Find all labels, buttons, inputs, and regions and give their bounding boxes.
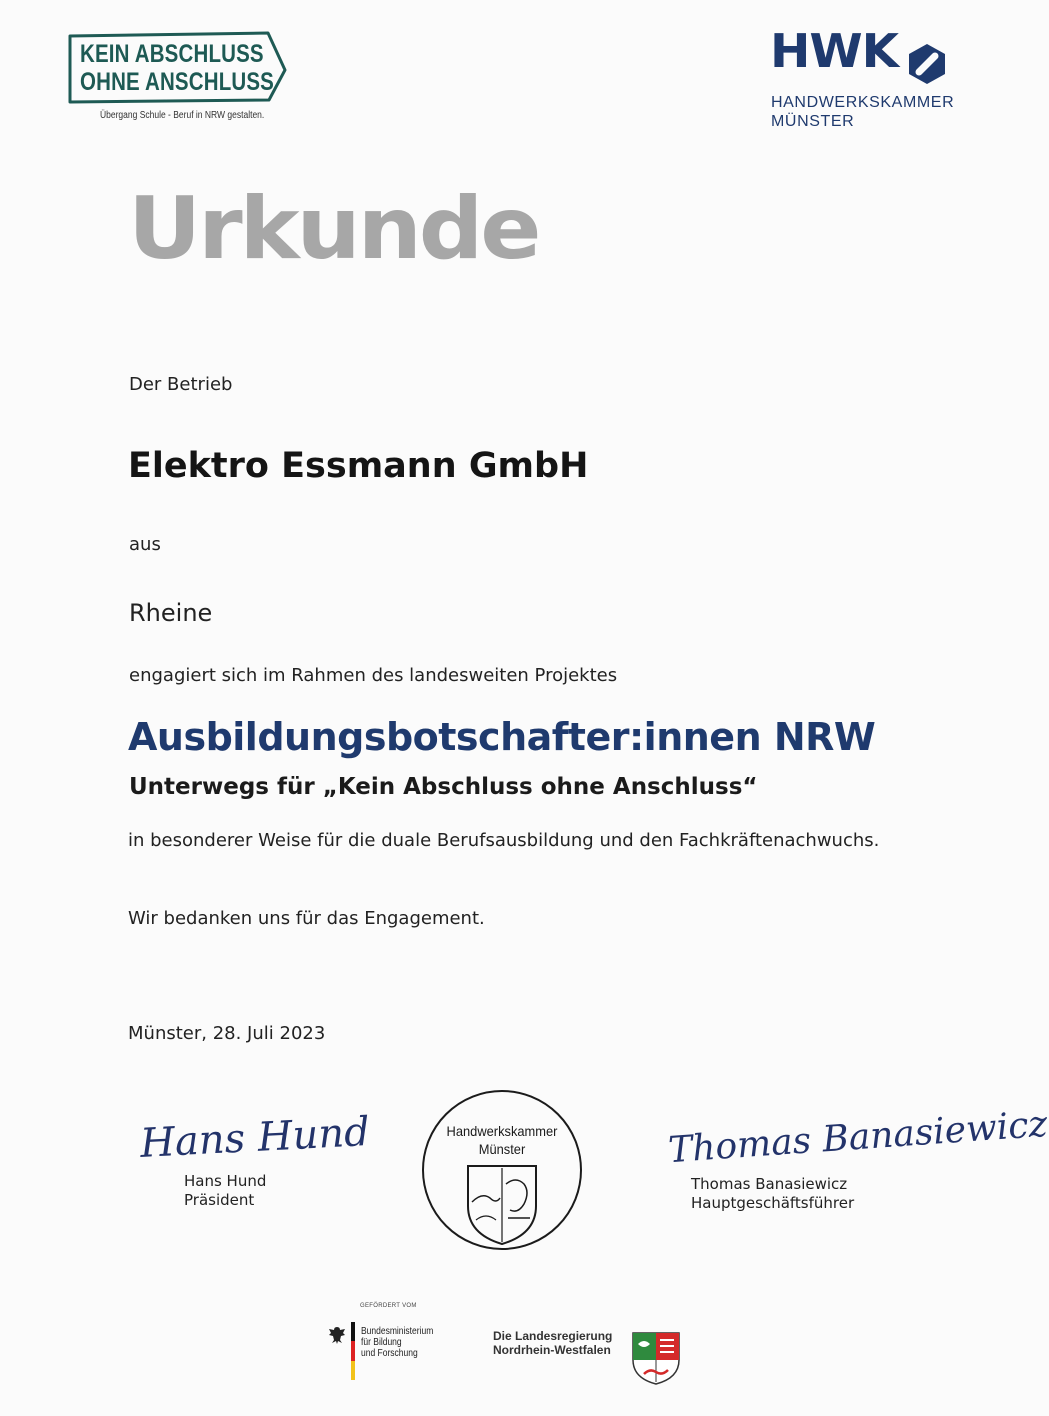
signer-left-name: Hans Hund bbox=[184, 1172, 267, 1190]
bmbf-name-line2: für Bildung bbox=[361, 1337, 402, 1348]
signature-left: Hans Hund bbox=[138, 1109, 371, 1167]
federal-eagle-icon bbox=[326, 1324, 348, 1346]
bmbf-name-line3: und Forschung bbox=[361, 1348, 418, 1359]
company-name: Elektro Essmann GmbH bbox=[128, 446, 589, 486]
certificate-title: Urkunde bbox=[128, 179, 539, 279]
hwk-wordmark: HWK bbox=[770, 24, 898, 78]
german-flag-bar bbox=[351, 1322, 355, 1380]
place-date: Münster, 28. Juli 2023 bbox=[128, 1023, 326, 1044]
kaoa-tagline: Übergang Schule - Beruf in NRW gestalten. bbox=[100, 110, 265, 121]
nrw-name-line2: Nordrhein-Westfalen bbox=[493, 1343, 611, 1357]
official-seal bbox=[420, 1088, 584, 1252]
city-name: Rheine bbox=[129, 599, 213, 627]
funded-by-label: GEFÖRDERT VOM bbox=[360, 1303, 417, 1309]
engaged-text: engagiert sich im Rahmen des landesweiten Projektes bbox=[129, 665, 618, 686]
signer-right-name: Thomas Banasiewicz bbox=[691, 1175, 848, 1193]
nrw-crest-icon bbox=[630, 1330, 682, 1386]
coat-of-arms-icon bbox=[468, 1166, 536, 1244]
hwk-name-line1: HANDWERKSKAMMER bbox=[771, 94, 955, 111]
commitment-text: in besonderer Weise für die duale Berufsausbildung und den Fachkräftenachwuchs. bbox=[128, 830, 880, 851]
project-subtitle: Unterwegs für „Kein Abschluss ohne Anschluss“ bbox=[129, 774, 758, 800]
seal-text-line1: Handwerkskammer bbox=[446, 1123, 558, 1139]
nrw-name-line1: Die Landesregierung bbox=[493, 1329, 613, 1343]
hwk-name-line2: MÜNSTER bbox=[771, 113, 855, 130]
bmbf-name-line1: Bundesministerium bbox=[361, 1326, 434, 1337]
signer-right-role: Hauptgeschäftsführer bbox=[691, 1194, 855, 1212]
kaoa-logo-line1: KEIN ABSCHLUSS bbox=[80, 40, 264, 68]
intro-text: Der Betrieb bbox=[129, 374, 233, 395]
kaoa-logo-line2: OHNE ANSCHLUSS bbox=[80, 68, 275, 96]
seal-text-line2: Münster bbox=[478, 1141, 526, 1157]
kaoa-logo bbox=[66, 30, 296, 125]
signer-left-role: Präsident bbox=[184, 1191, 255, 1209]
signature-right: Thomas Banasiewicz bbox=[666, 1103, 1049, 1172]
thanks-text: Wir bedanken uns für das Engagement. bbox=[128, 908, 485, 929]
from-label: aus bbox=[129, 534, 161, 555]
hwk-hexagon-icon bbox=[905, 42, 949, 86]
project-title: Ausbildungsbotschafter:innen NRW bbox=[128, 715, 876, 759]
